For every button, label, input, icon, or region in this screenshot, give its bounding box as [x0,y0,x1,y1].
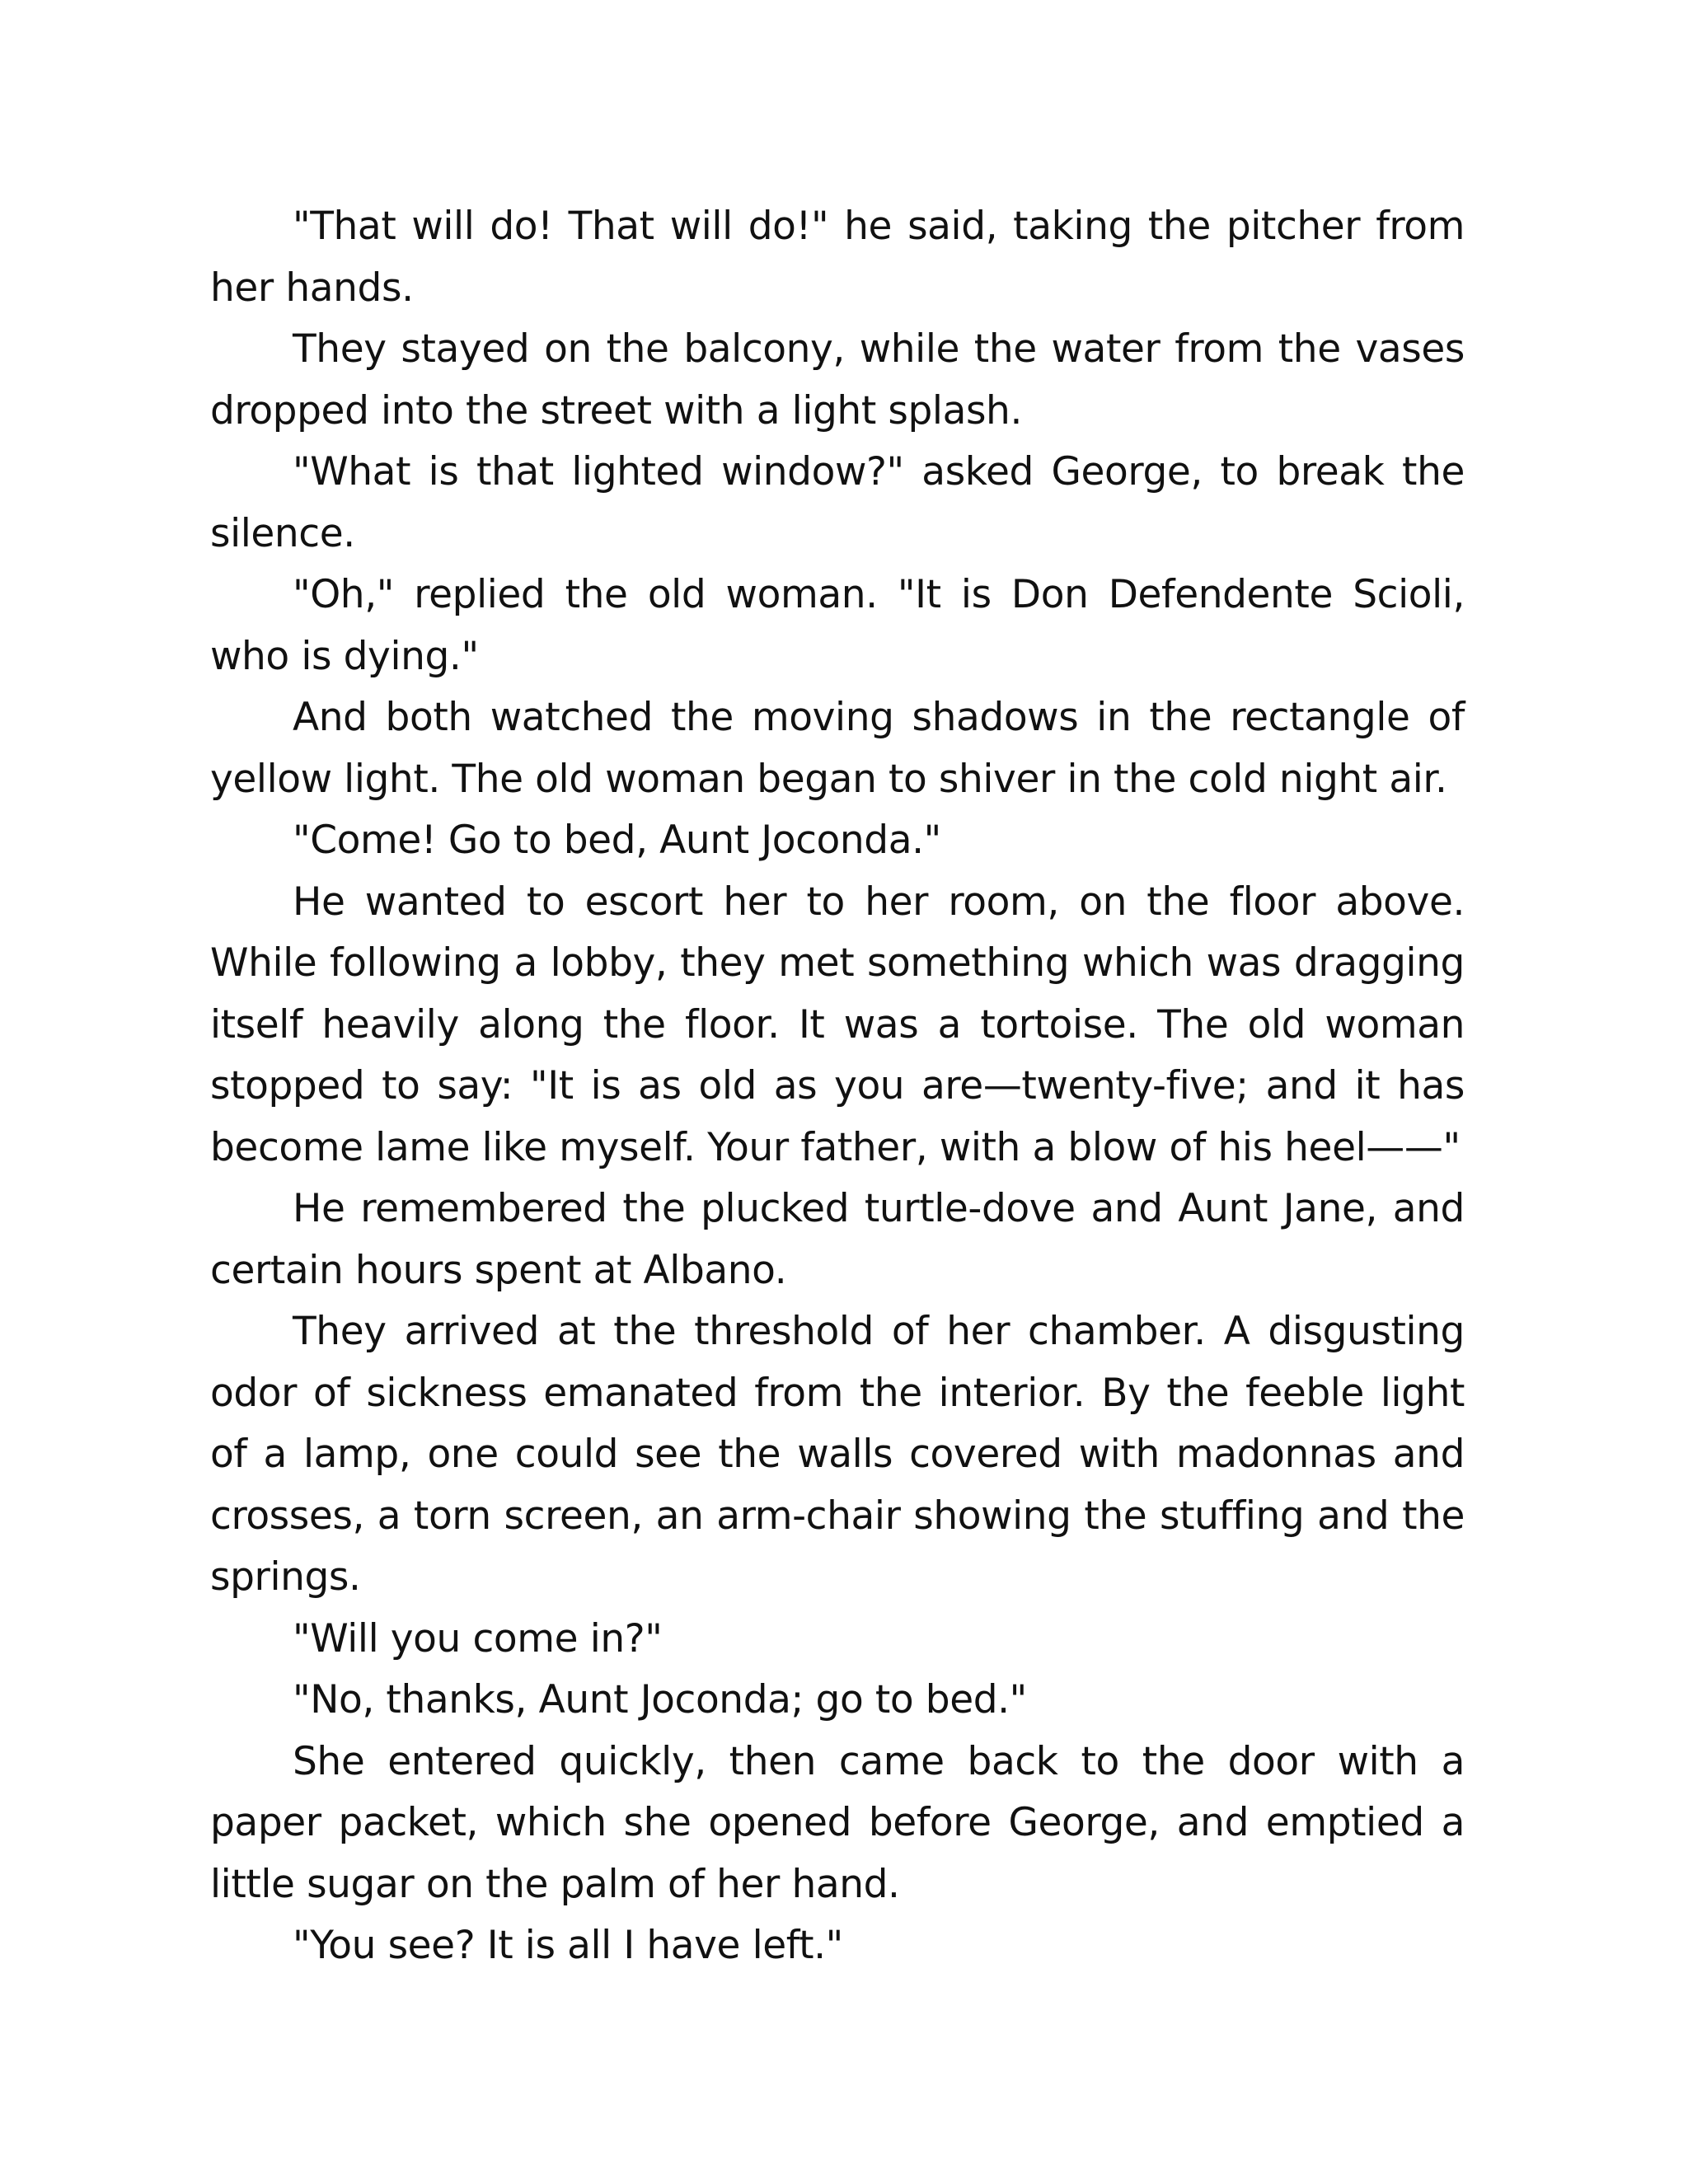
paragraph-13: "You see? It is all I have left." [293,1923,843,1968]
paragraph-5: And both watched the moving shadows in the rectangle of yellow light. The old woman began to shiver in the cold night air. [210,695,1465,802]
paragraph-9: They arrived at the threshold of her chamber. A disgusting odor of sickness emanated from the interior. By the feeble light of a lamp, one could see the walls covered with madonnas and crosses, a torn screen, an arm-chair showing the stuffing and the springs. [210,1309,1465,1600]
paragraph-2: They stayed on the balcony, while the water from the vases dropped into the street with a light splash. [210,326,1465,434]
paragraph-4: "Oh," replied the old woman. "It is Don Defendente Scioli, who is dying." [210,572,1465,679]
paragraph-1: "That will do! That will do!" he said, taking the pitcher from her hands. [210,204,1465,311]
paragraph-6: "Come! Go to bed, Aunt Joconda." [293,818,941,863]
paragraph-7: He wanted to escort her to her room, on the floor above. While following a lobby, they met something which was dragging itself heavily along the floor. It was a tortoise. The old woman stopped to say: "It is as old as you are—twenty-five; and it has become lame like myself. Your father, with a blow of his heel——" [210,879,1465,1170]
page-body-text [210,196,1465,1977]
paragraph-10: "Will you come in?" [293,1615,663,1661]
paragraph-11: "No, thanks, Aunt Joconda; go to bed." [293,1677,1027,1722]
paragraph-12: She entered quickly, then came back to the door with a paper packet, which she opened before George, and emptied a little sugar on the palm of her hand. [210,1738,1465,1907]
paragraph-8: He remembered the plucked turtle-dove and Aunt Jane, and certain hours spent at Albano. [210,1186,1465,1293]
paragraph-3: "What is that lighted window?" asked George, to break the silence. [210,449,1465,556]
